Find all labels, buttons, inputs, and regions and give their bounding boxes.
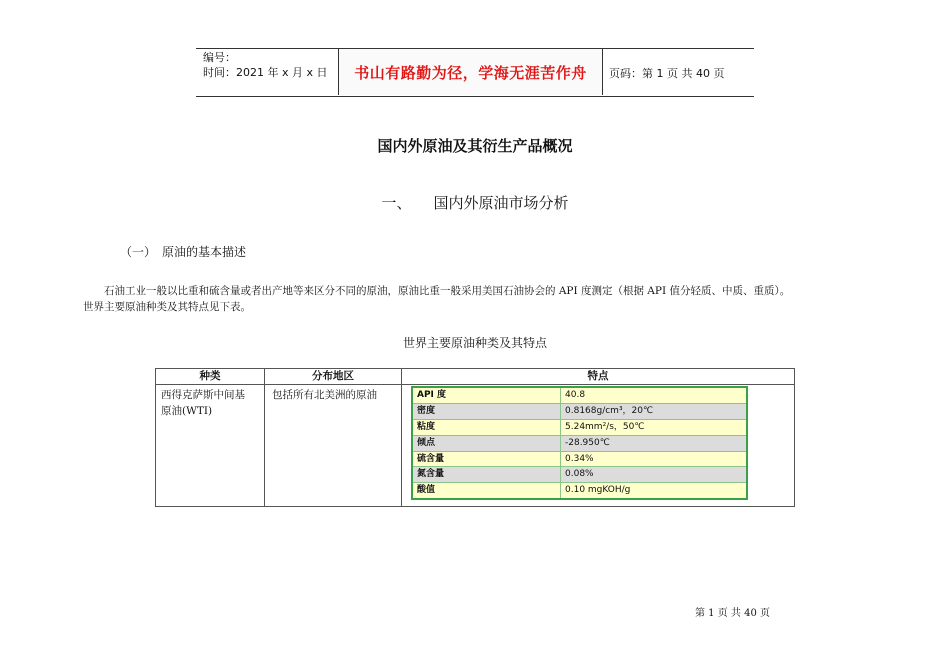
property-label: 粘度 [413, 420, 561, 435]
property-row [413, 420, 746, 436]
property-label: 酸值 [413, 483, 561, 498]
header-page-code: 页码：第 1 页 共 40 页 [609, 67, 725, 80]
time-label: 时间：2021 年 x 月 x 日 [203, 66, 328, 79]
property-row [413, 436, 746, 452]
header-type: 种类 [199, 370, 221, 382]
property-value: 40.8 [565, 390, 586, 400]
chapter-heading [0, 192, 950, 213]
property-value: 0.10 mgKOH/g [565, 485, 631, 496]
paragraph-line-1: 石油工业一般以比重和硫含量或者出产地等来区分不同的原油，原油比重一般采用美国石油协会的 API 度测定（根据 API 值分轻质、中质、重质）。 [104, 285, 791, 297]
property-row [413, 388, 746, 404]
table-caption: 世界主要原油种类及其特点 [402, 336, 547, 350]
type-line-2: 原油(WTI) [161, 405, 213, 417]
header-motto: 书山有路勤为径，学海无涯苦作舟 [338, 49, 603, 95]
section-title: 原油的基本描述 [162, 245, 247, 259]
property-value: -28.950℃ [565, 437, 610, 448]
property-row [413, 452, 746, 468]
cell-region: 包括所有北美洲的原油 [272, 389, 377, 401]
property-row [413, 483, 746, 498]
header-meta [203, 50, 335, 80]
property-value: 0.8168g/cm³，20℃ [565, 405, 654, 416]
property-label: API 度 [413, 388, 561, 403]
paragraph-line-2: 世界主要原油种类及其特点见下表。 [83, 301, 251, 313]
document-title: 国内外原油及其衍生产品概况 [377, 137, 573, 155]
property-label: 硫含量 [413, 452, 561, 467]
type-line-1: 西得克萨斯中间基 [161, 389, 245, 401]
property-value: 0.34% [565, 453, 594, 464]
property-label: 密度 [413, 404, 561, 419]
chapter-number: 一、 [381, 194, 412, 212]
header-region: 分布地区 [312, 370, 354, 382]
number-label: 编号： [203, 51, 236, 64]
property-label: 倾点 [413, 436, 561, 451]
property-row [413, 404, 746, 420]
cell-type [161, 387, 261, 419]
property-value: 0.08% [565, 469, 594, 480]
property-label: 氮含量 [413, 467, 561, 482]
property-row [413, 467, 746, 483]
header-bottom-rule [196, 96, 754, 97]
header-features: 特点 [587, 370, 609, 382]
property-table [411, 386, 748, 500]
section-heading [120, 243, 246, 260]
page-footer: 第 1 页 共 40 页 [695, 608, 770, 619]
property-value: 5.24mm²/s，50℃ [565, 421, 645, 432]
chapter-title: 国内外原油市场分析 [433, 194, 569, 212]
column-divider [264, 369, 265, 506]
body-paragraph [83, 283, 883, 315]
table-header-row [156, 369, 794, 385]
section-mark: （一） [120, 245, 157, 259]
